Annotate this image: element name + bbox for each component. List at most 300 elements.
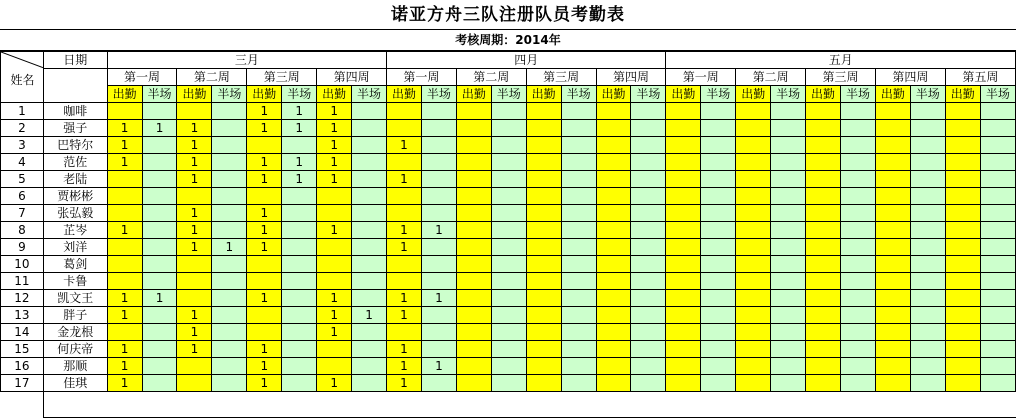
half-cell[interactable] <box>701 103 736 120</box>
half-cell[interactable] <box>491 324 526 341</box>
half-cell[interactable] <box>282 205 317 222</box>
member-name[interactable]: 何庆帝 <box>43 341 107 358</box>
half-cell[interactable] <box>910 324 945 341</box>
half-cell[interactable] <box>631 154 666 171</box>
half-cell[interactable] <box>352 375 387 392</box>
attend-cell[interactable] <box>526 290 561 307</box>
attend-cell[interactable] <box>666 358 701 375</box>
half-cell[interactable] <box>771 103 806 120</box>
half-cell[interactable] <box>980 290 1015 307</box>
attend-cell[interactable] <box>526 375 561 392</box>
attend-cell[interactable]: 1 <box>107 341 142 358</box>
attend-cell[interactable] <box>526 341 561 358</box>
half-cell[interactable] <box>701 188 736 205</box>
half-cell[interactable] <box>421 205 456 222</box>
attend-sub-header[interactable]: 出勤 <box>456 86 491 103</box>
half-cell[interactable] <box>771 222 806 239</box>
half-cell[interactable] <box>212 290 247 307</box>
attend-cell[interactable] <box>875 120 910 137</box>
half-cell[interactable] <box>282 341 317 358</box>
attend-sub-header[interactable]: 出勤 <box>317 86 352 103</box>
half-cell[interactable] <box>421 103 456 120</box>
half-cell[interactable] <box>631 324 666 341</box>
attend-cell[interactable] <box>806 307 841 324</box>
attend-cell[interactable] <box>666 256 701 273</box>
attend-sub-header[interactable]: 出勤 <box>736 86 771 103</box>
half-cell[interactable] <box>212 154 247 171</box>
attend-cell[interactable] <box>806 154 841 171</box>
row-number[interactable]: 17 <box>1 375 44 392</box>
half-cell[interactable] <box>282 137 317 154</box>
attend-cell[interactable] <box>666 375 701 392</box>
attend-cell[interactable]: 1 <box>247 290 282 307</box>
half-cell[interactable]: 1 <box>282 154 317 171</box>
attend-cell[interactable] <box>736 137 771 154</box>
week-header[interactable]: 第一周 <box>107 69 177 86</box>
attend-cell[interactable]: 1 <box>317 137 352 154</box>
half-sub-header[interactable]: 半场 <box>421 86 456 103</box>
half-cell[interactable]: 1 <box>282 120 317 137</box>
attend-cell[interactable] <box>177 290 212 307</box>
half-cell[interactable] <box>352 324 387 341</box>
attend-cell[interactable] <box>875 324 910 341</box>
attend-sub-header[interactable]: 出勤 <box>596 86 631 103</box>
half-cell[interactable] <box>910 154 945 171</box>
half-cell[interactable] <box>841 222 876 239</box>
attend-sub-header[interactable]: 出勤 <box>945 86 980 103</box>
attend-sub-header[interactable]: 出勤 <box>247 86 282 103</box>
week-header[interactable]: 第一周 <box>666 69 736 86</box>
row-number[interactable]: 7 <box>1 205 44 222</box>
half-cell[interactable] <box>771 307 806 324</box>
half-cell[interactable] <box>491 222 526 239</box>
attend-cell[interactable]: 1 <box>247 222 282 239</box>
attend-cell[interactable]: 1 <box>317 290 352 307</box>
attend-cell[interactable] <box>736 375 771 392</box>
attend-cell[interactable] <box>526 358 561 375</box>
half-cell[interactable] <box>701 239 736 256</box>
half-cell[interactable] <box>142 205 177 222</box>
attend-cell[interactable]: 1 <box>387 239 422 256</box>
half-cell[interactable] <box>631 256 666 273</box>
half-cell[interactable] <box>841 256 876 273</box>
attend-cell[interactable] <box>107 188 142 205</box>
half-cell[interactable] <box>771 154 806 171</box>
attend-cell[interactable] <box>596 358 631 375</box>
attend-cell[interactable] <box>945 120 980 137</box>
attend-cell[interactable] <box>875 171 910 188</box>
attend-cell[interactable] <box>806 290 841 307</box>
half-cell[interactable] <box>491 256 526 273</box>
attend-cell[interactable]: 1 <box>247 375 282 392</box>
attend-cell[interactable] <box>456 188 491 205</box>
member-name[interactable]: 强子 <box>43 120 107 137</box>
half-cell[interactable] <box>421 307 456 324</box>
attend-cell[interactable] <box>806 103 841 120</box>
attend-cell[interactable] <box>666 103 701 120</box>
attend-cell[interactable] <box>875 358 910 375</box>
attend-cell[interactable]: 1 <box>247 239 282 256</box>
attend-cell[interactable] <box>387 154 422 171</box>
attend-cell[interactable] <box>526 171 561 188</box>
half-cell[interactable] <box>701 324 736 341</box>
half-cell[interactable] <box>352 188 387 205</box>
half-cell[interactable] <box>701 171 736 188</box>
attend-cell[interactable] <box>456 324 491 341</box>
half-cell[interactable] <box>980 137 1015 154</box>
half-cell[interactable] <box>631 375 666 392</box>
half-cell[interactable] <box>631 341 666 358</box>
attend-cell[interactable] <box>666 154 701 171</box>
half-cell[interactable] <box>212 341 247 358</box>
half-cell[interactable] <box>561 375 596 392</box>
half-cell[interactable] <box>980 120 1015 137</box>
attend-cell[interactable] <box>526 120 561 137</box>
half-sub-header[interactable]: 半场 <box>491 86 526 103</box>
half-cell[interactable] <box>282 239 317 256</box>
attend-cell[interactable] <box>736 171 771 188</box>
attend-cell[interactable] <box>666 324 701 341</box>
half-cell[interactable] <box>910 205 945 222</box>
half-cell[interactable] <box>352 205 387 222</box>
member-name[interactable]: 张弘毅 <box>43 205 107 222</box>
half-cell[interactable] <box>910 273 945 290</box>
attend-cell[interactable] <box>596 171 631 188</box>
member-name[interactable]: 那顺 <box>43 358 107 375</box>
half-cell[interactable] <box>282 375 317 392</box>
row-number[interactable]: 8 <box>1 222 44 239</box>
attend-cell[interactable] <box>666 273 701 290</box>
attend-sub-header[interactable]: 出勤 <box>666 86 701 103</box>
attend-cell[interactable]: 1 <box>177 137 212 154</box>
attend-cell[interactable] <box>666 205 701 222</box>
half-cell[interactable] <box>561 103 596 120</box>
attend-cell[interactable] <box>736 324 771 341</box>
half-cell[interactable] <box>771 290 806 307</box>
month-header[interactable]: 三月 <box>107 52 386 69</box>
attend-cell[interactable] <box>107 256 142 273</box>
attend-cell[interactable] <box>177 375 212 392</box>
half-cell[interactable] <box>142 137 177 154</box>
row-number[interactable]: 16 <box>1 358 44 375</box>
attend-cell[interactable] <box>596 137 631 154</box>
date-label[interactable]: 日期 <box>43 52 107 69</box>
attend-sub-header[interactable]: 出勤 <box>875 86 910 103</box>
half-cell[interactable] <box>282 273 317 290</box>
half-cell[interactable] <box>352 239 387 256</box>
attend-sub-header[interactable]: 出勤 <box>177 86 212 103</box>
half-cell[interactable] <box>771 324 806 341</box>
half-cell[interactable] <box>491 103 526 120</box>
half-cell[interactable] <box>841 137 876 154</box>
half-cell[interactable] <box>282 222 317 239</box>
half-cell[interactable] <box>212 324 247 341</box>
half-sub-header[interactable]: 半场 <box>212 86 247 103</box>
half-cell[interactable] <box>910 137 945 154</box>
attend-cell[interactable] <box>875 341 910 358</box>
half-cell[interactable] <box>701 205 736 222</box>
half-cell[interactable] <box>771 358 806 375</box>
attend-cell[interactable] <box>317 239 352 256</box>
half-cell[interactable] <box>421 273 456 290</box>
attend-cell[interactable] <box>387 273 422 290</box>
half-sub-header[interactable]: 半场 <box>352 86 387 103</box>
half-cell[interactable]: 1 <box>282 103 317 120</box>
attend-cell[interactable]: 1 <box>177 239 212 256</box>
half-cell[interactable] <box>701 273 736 290</box>
attend-cell[interactable] <box>456 341 491 358</box>
half-cell[interactable] <box>142 307 177 324</box>
attend-cell[interactable]: 1 <box>107 358 142 375</box>
half-cell[interactable] <box>841 307 876 324</box>
attend-cell[interactable] <box>945 290 980 307</box>
half-cell[interactable] <box>212 171 247 188</box>
half-cell[interactable] <box>631 358 666 375</box>
half-cell[interactable] <box>841 375 876 392</box>
member-name[interactable]: 刘洋 <box>43 239 107 256</box>
attend-cell[interactable]: 1 <box>317 222 352 239</box>
row-number[interactable]: 13 <box>1 307 44 324</box>
week-header[interactable]: 第一周 <box>387 69 457 86</box>
half-cell[interactable] <box>910 103 945 120</box>
attend-cell[interactable] <box>736 341 771 358</box>
attend-cell[interactable] <box>875 290 910 307</box>
attend-cell[interactable] <box>875 307 910 324</box>
attend-cell[interactable] <box>526 205 561 222</box>
row-number[interactable]: 2 <box>1 120 44 137</box>
half-cell[interactable] <box>561 137 596 154</box>
attend-cell[interactable]: 1 <box>107 137 142 154</box>
attend-cell[interactable] <box>666 188 701 205</box>
attend-cell[interactable]: 1 <box>317 154 352 171</box>
half-cell[interactable] <box>282 290 317 307</box>
half-cell[interactable] <box>841 324 876 341</box>
half-cell[interactable] <box>142 324 177 341</box>
attend-cell[interactable]: 1 <box>177 205 212 222</box>
attend-cell[interactable] <box>945 188 980 205</box>
row-number[interactable]: 15 <box>1 341 44 358</box>
attend-cell[interactable] <box>317 341 352 358</box>
attend-cell[interactable] <box>456 273 491 290</box>
attend-cell[interactable] <box>387 188 422 205</box>
half-cell[interactable] <box>142 239 177 256</box>
half-cell[interactable] <box>771 171 806 188</box>
half-cell[interactable] <box>561 341 596 358</box>
attend-cell[interactable] <box>247 137 282 154</box>
half-cell[interactable] <box>352 120 387 137</box>
half-cell[interactable] <box>561 256 596 273</box>
half-cell[interactable] <box>212 273 247 290</box>
half-cell[interactable] <box>980 341 1015 358</box>
attend-cell[interactable] <box>736 358 771 375</box>
half-cell[interactable] <box>631 222 666 239</box>
attend-sub-header[interactable]: 出勤 <box>526 86 561 103</box>
half-cell[interactable] <box>631 120 666 137</box>
half-cell[interactable] <box>561 188 596 205</box>
member-name[interactable]: 贾彬彬 <box>43 188 107 205</box>
half-cell[interactable] <box>491 358 526 375</box>
half-cell[interactable] <box>701 222 736 239</box>
attend-cell[interactable] <box>596 256 631 273</box>
attend-cell[interactable]: 1 <box>247 341 282 358</box>
half-cell[interactable] <box>561 358 596 375</box>
attend-cell[interactable] <box>736 205 771 222</box>
half-cell[interactable] <box>421 256 456 273</box>
half-cell[interactable] <box>491 341 526 358</box>
half-cell[interactable] <box>910 256 945 273</box>
attend-cell[interactable] <box>945 222 980 239</box>
half-cell[interactable] <box>421 239 456 256</box>
half-cell[interactable] <box>841 154 876 171</box>
half-cell[interactable] <box>980 205 1015 222</box>
half-cell[interactable] <box>910 120 945 137</box>
half-cell[interactable]: 1 <box>421 358 456 375</box>
week-header[interactable]: 第三周 <box>247 69 317 86</box>
row-number[interactable]: 6 <box>1 188 44 205</box>
attend-cell[interactable] <box>177 256 212 273</box>
half-cell[interactable] <box>282 188 317 205</box>
attend-cell[interactable] <box>107 205 142 222</box>
attend-cell[interactable] <box>596 307 631 324</box>
attend-cell[interactable] <box>456 307 491 324</box>
week-header[interactable]: 第四周 <box>317 69 387 86</box>
half-cell[interactable] <box>352 103 387 120</box>
attend-cell[interactable] <box>317 358 352 375</box>
attend-cell[interactable] <box>526 239 561 256</box>
half-cell[interactable] <box>701 307 736 324</box>
half-cell[interactable] <box>352 290 387 307</box>
attend-cell[interactable] <box>107 239 142 256</box>
attend-cell[interactable] <box>107 324 142 341</box>
attend-cell[interactable] <box>387 205 422 222</box>
half-sub-header[interactable]: 半场 <box>142 86 177 103</box>
half-cell[interactable] <box>212 188 247 205</box>
half-cell[interactable] <box>841 120 876 137</box>
attend-cell[interactable] <box>456 256 491 273</box>
attend-cell[interactable] <box>666 307 701 324</box>
row-number[interactable]: 10 <box>1 256 44 273</box>
attend-cell[interactable] <box>736 154 771 171</box>
attend-cell[interactable] <box>456 154 491 171</box>
half-cell[interactable] <box>282 256 317 273</box>
attend-cell[interactable] <box>456 222 491 239</box>
half-cell[interactable] <box>491 239 526 256</box>
row-number[interactable]: 14 <box>1 324 44 341</box>
half-cell[interactable] <box>491 120 526 137</box>
half-cell[interactable] <box>561 120 596 137</box>
row-number[interactable]: 12 <box>1 290 44 307</box>
member-name[interactable]: 佳琪 <box>43 375 107 392</box>
attend-cell[interactable]: 1 <box>177 222 212 239</box>
attend-sub-header[interactable]: 出勤 <box>387 86 422 103</box>
half-cell[interactable] <box>561 273 596 290</box>
half-cell[interactable] <box>701 137 736 154</box>
half-cell[interactable] <box>352 256 387 273</box>
attend-cell[interactable] <box>875 222 910 239</box>
attend-cell[interactable] <box>806 375 841 392</box>
attend-cell[interactable] <box>526 222 561 239</box>
half-cell[interactable] <box>491 154 526 171</box>
attend-cell[interactable]: 1 <box>247 103 282 120</box>
attend-cell[interactable]: 1 <box>177 324 212 341</box>
half-cell[interactable] <box>561 239 596 256</box>
attend-cell[interactable] <box>875 188 910 205</box>
half-cell[interactable] <box>910 290 945 307</box>
attend-cell[interactable]: 1 <box>177 154 212 171</box>
attend-cell[interactable]: 1 <box>317 307 352 324</box>
half-cell[interactable] <box>771 341 806 358</box>
member-name[interactable]: 老陆 <box>43 171 107 188</box>
attend-cell[interactable] <box>806 324 841 341</box>
attend-cell[interactable] <box>945 239 980 256</box>
attend-cell[interactable] <box>107 273 142 290</box>
half-cell[interactable] <box>910 358 945 375</box>
member-name[interactable]: 范佐 <box>43 154 107 171</box>
half-cell[interactable] <box>910 341 945 358</box>
attend-cell[interactable] <box>945 375 980 392</box>
half-cell[interactable] <box>841 239 876 256</box>
row-number[interactable]: 3 <box>1 137 44 154</box>
attend-cell[interactable] <box>247 188 282 205</box>
attend-cell[interactable] <box>666 290 701 307</box>
half-cell[interactable] <box>561 324 596 341</box>
half-cell[interactable] <box>421 188 456 205</box>
attend-cell[interactable] <box>945 358 980 375</box>
member-name[interactable]: 凯文王 <box>43 290 107 307</box>
member-name[interactable]: 卡鲁 <box>43 273 107 290</box>
attend-cell[interactable] <box>736 290 771 307</box>
attend-cell[interactable]: 1 <box>247 171 282 188</box>
half-cell[interactable] <box>841 188 876 205</box>
half-cell[interactable] <box>212 375 247 392</box>
attend-cell[interactable]: 1 <box>387 290 422 307</box>
attend-cell[interactable] <box>945 341 980 358</box>
attend-cell[interactable] <box>945 137 980 154</box>
attend-cell[interactable] <box>247 324 282 341</box>
attend-cell[interactable] <box>596 375 631 392</box>
attend-cell[interactable] <box>736 120 771 137</box>
half-cell[interactable] <box>282 307 317 324</box>
half-cell[interactable] <box>142 103 177 120</box>
half-cell[interactable] <box>701 120 736 137</box>
half-cell[interactable] <box>561 307 596 324</box>
attend-cell[interactable] <box>596 324 631 341</box>
attend-cell[interactable] <box>666 171 701 188</box>
half-cell[interactable] <box>212 307 247 324</box>
attend-cell[interactable]: 1 <box>247 120 282 137</box>
attend-cell[interactable]: 1 <box>317 103 352 120</box>
week-header[interactable]: 第四周 <box>875 69 945 86</box>
attend-cell[interactable]: 1 <box>387 307 422 324</box>
half-cell[interactable]: 1 <box>421 222 456 239</box>
attend-cell[interactable] <box>945 103 980 120</box>
attend-cell[interactable] <box>526 188 561 205</box>
half-cell[interactable] <box>421 120 456 137</box>
half-cell[interactable] <box>631 103 666 120</box>
half-cell[interactable] <box>491 290 526 307</box>
attend-cell[interactable] <box>806 256 841 273</box>
half-cell[interactable] <box>841 103 876 120</box>
attend-cell[interactable] <box>736 188 771 205</box>
half-cell[interactable]: 1 <box>282 171 317 188</box>
half-sub-header[interactable]: 半场 <box>980 86 1015 103</box>
half-cell[interactable] <box>491 188 526 205</box>
half-cell[interactable] <box>771 256 806 273</box>
attend-cell[interactable] <box>387 120 422 137</box>
half-cell[interactable] <box>631 307 666 324</box>
half-cell[interactable] <box>980 103 1015 120</box>
attend-cell[interactable] <box>107 171 142 188</box>
